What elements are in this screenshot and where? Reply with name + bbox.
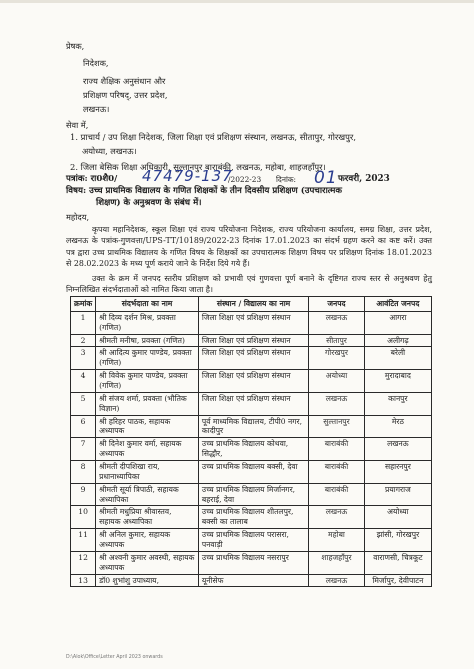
table-row xyxy=(71,529,432,552)
table-row xyxy=(71,506,432,529)
table-row xyxy=(71,574,432,587)
scan-edge xyxy=(0,0,474,3)
cell-allotted: वाराणसी, चित्रकूट xyxy=(364,551,431,574)
cell-institution: उच्च प्राथमिक विद्यालय बक्सी, देवा xyxy=(198,461,308,484)
table-row xyxy=(71,415,432,438)
cell-name: डॉ0 शुभांशु उपाध्याय, xyxy=(96,574,199,587)
cell-sno: 8 xyxy=(71,461,96,484)
cell-sno: 1 xyxy=(71,311,96,334)
cell-district: बाराबंकी xyxy=(309,483,365,506)
cell-name: श्री अश्वनी कुमार अवस्थी, सहायक अध्यापक xyxy=(96,551,199,574)
cell-sno: 2 xyxy=(71,334,96,347)
cell-sno: 6 xyxy=(71,415,96,438)
paragraph-2: उक्त के क्रम में जनपद स्तरीय प्रशिक्षण को प्रभावी एवं गुणवत्ता पूर्ण बनाने के दृष्टिगत राज्य स्तर से अनुश्रवण हेतु निम्नलिखित संदर्भदाताओं को नामित किया जाता है। xyxy=(66,274,432,295)
cell-sno: 12 xyxy=(71,551,96,574)
cell-district: बाराबंकी xyxy=(309,461,365,484)
cell-sno: 3 xyxy=(71,347,96,370)
cell-sno: 11 xyxy=(71,529,96,552)
handwritten-number: 47479-137 xyxy=(142,167,233,185)
header-name: संदर्भदाता का नाम xyxy=(96,297,199,312)
cell-allotted: मुरादाबाद xyxy=(364,370,431,393)
cell-name: श्री दिनेश कुमार वर्मा, सहायक अध्यापक xyxy=(96,438,199,461)
subject-line-2: शिक्षण) के अनुश्रवण के संबंध में। xyxy=(96,198,202,208)
cell-name: श्रीमती सूर्या त्रिपाठी, सहायक अध्यापिका xyxy=(96,483,199,506)
year-part: /2022-23 xyxy=(228,175,262,184)
table-row xyxy=(71,370,432,393)
cell-district: सुल्तानपुर xyxy=(309,415,365,438)
cell-institution: जिला शिक्षा एवं प्रशिक्षण संस्थान xyxy=(198,347,308,370)
cell-allotted: सहारनपुर xyxy=(364,461,431,484)
paragraph-1: कृपया महानिदेशक, स्कूल शिक्षा एवं राज्य परियोजना निदेशक, राज्य परियोजना कार्यालय, समग्र शिक्षा, उत्तर प्रदेश, लखनऊ के पत्रांक-गुणवत्ता/UPS-TT/10189/2022-23 दिनांक 17.01.2023 का संदर्भ ग्रहण करने का कष्ट करें। उक्त पत्र द्वारा उच्च प्राथमिक विद्यालय के गणित विषय के शिक्षकों का उपचारात्मक शिक्षण विषय पर प्रशिक्षण दिनांक 18.01.2023 से 28.02.2023 के मध्य पूर्ण कराये जाने के निर्देश दिये गये हैं। xyxy=(66,225,432,269)
cell-allotted: झांसी, गोरखपुर xyxy=(364,529,431,552)
cell-district: लखनऊ xyxy=(309,392,365,415)
resource-person-table xyxy=(70,296,432,587)
cell-allotted: बरेली xyxy=(364,347,431,370)
table-row xyxy=(71,311,432,334)
sender-line-2: प्रशिक्षण परिषद्, उत्तर प्रदेश, xyxy=(83,90,168,100)
cell-district: महोबा xyxy=(309,529,365,552)
cell-district: गोरखपुर xyxy=(309,347,365,370)
cell-sno: 9 xyxy=(71,483,96,506)
cell-institution: उच्च प्राथमिक विद्यालय शीतलपुर, बक्सी का तालाब xyxy=(198,506,308,529)
cell-name: श्रीमती दीपशिखा राय, प्रधानाध्यापिका xyxy=(96,461,199,484)
cell-institution: उच्च प्राथमिक विद्यालय मिर्जानगर, बहराई, देवा xyxy=(198,483,308,506)
cell-allotted: लखनऊ xyxy=(364,438,431,461)
table-row xyxy=(71,392,432,415)
cell-allotted: कानपुर xyxy=(364,392,431,415)
sender-line-1: राज्य शैक्षिक अनुसंधान और xyxy=(83,76,166,86)
cell-name: श्रीमती मनीषा, प्रवक्ता (गणित) xyxy=(96,334,199,347)
recipient-item-1-cont: अयोध्या, लखनऊ। xyxy=(82,146,137,156)
cell-allotted: प्रयागराज xyxy=(364,483,431,506)
table-row xyxy=(71,347,432,370)
subject-line-1: विषय: उच्च प्राथमिक विद्यालय के गणित शिक्षकों के तीन दिवसीय प्रशिक्षण (उपचारात्मक xyxy=(66,186,342,196)
header-institution: संस्थान / विद्यालय का नाम xyxy=(198,297,308,312)
recipient-item-2: 2. जिला बेसिक शिक्षा अधिकारी, सुल्तानपुर बाराबंकी, लखनऊ, महोबा, शाहजहाँपुर। xyxy=(70,162,326,172)
cell-district: अयोध्या xyxy=(309,370,365,393)
cell-name: श्री संजय शर्मा, प्रवक्ता (भौतिक विज्ञान) xyxy=(96,392,199,415)
cell-allotted: अयोध्या xyxy=(364,506,431,529)
cell-institution: उच्च प्राथमिक विद्यालय परासरा, पनवाड़ी xyxy=(198,529,308,552)
table-row xyxy=(71,334,432,347)
sender-city: लखनऊ। xyxy=(83,104,110,114)
cell-institution: जिला शिक्षा एवं प्रशिक्षण संस्थान xyxy=(198,334,308,347)
table-row xyxy=(71,483,432,506)
cell-district: सीतापुर xyxy=(309,334,365,347)
cell-allotted: अलीगढ़ xyxy=(364,334,431,347)
header-allotted-district: आवंटित जनपद xyxy=(364,297,431,312)
cell-name: श्री हरिहर पाठक, सहायक अध्यापक xyxy=(96,415,199,438)
cell-allotted: आगरा xyxy=(364,311,431,334)
cell-name: श्री दिव्य दर्शन मिश्र, प्रवक्ता (गणित) xyxy=(96,311,199,334)
cell-institution: उच्च प्राथमिक विद्यालय कोथवा, सिद्धौर, xyxy=(198,438,308,461)
cell-institution: जिला शिक्षा एवं प्रशिक्षण संस्थान xyxy=(198,370,308,393)
handwritten-day: 01 xyxy=(314,168,338,188)
salutation: महोदय, xyxy=(66,212,90,222)
date-rest: फरवरी, 2023 xyxy=(338,174,390,184)
preshak-label: प्रेषक, xyxy=(66,41,85,51)
cell-district: लखनऊ xyxy=(309,506,365,529)
header-sno: क्रमांक xyxy=(71,297,96,312)
patrank-label: पत्रांक: रा0शै0/ xyxy=(66,174,118,184)
cell-allotted: मिर्जापुर, देवीपाटन xyxy=(364,574,431,587)
cell-sno: 5 xyxy=(71,392,96,415)
header-district: जनपद xyxy=(309,297,365,312)
cell-sno: 7 xyxy=(71,438,96,461)
file-path-note: D:\Alok\Office\Letter April 2023 onwards xyxy=(66,655,163,660)
table-row xyxy=(71,461,432,484)
table-header-row xyxy=(71,297,432,312)
table-row xyxy=(71,438,432,461)
recipient-item-1: 1. प्राचार्य / उप शिक्षा निदेशक, जिला शिक्षा एवं प्रशिक्षण संस्थान, लखनऊ, सीतापुर, गोरखपुर, xyxy=(70,132,357,142)
seva-me-label: सेवा में, xyxy=(66,120,89,130)
cell-name: श्रीमती मधुप्रिया श्रीवास्तव, सहायक अध्यापिका xyxy=(96,506,199,529)
sender-title: निदेशक, xyxy=(83,58,109,68)
cell-sno: 13 xyxy=(71,574,96,587)
cell-district: लखनऊ xyxy=(309,574,365,587)
cell-district: बाराबंकी xyxy=(309,438,365,461)
cell-institution: उच्च प्राथमिक विद्यालय नसरापुर xyxy=(198,551,308,574)
cell-name: श्री आदित्य कुमार पाण्डेय, प्रवक्ता (गणित) xyxy=(96,347,199,370)
cell-district: लखनऊ xyxy=(309,311,365,334)
cell-sno: 4 xyxy=(71,370,96,393)
cell-institution: यूनीसेफ xyxy=(198,574,308,587)
cell-district: शाहजहाँपुर xyxy=(309,551,365,574)
cell-sno: 10 xyxy=(71,506,96,529)
cell-allotted: मेरठ xyxy=(364,415,431,438)
cell-institution: पूर्व माध्यमिक विद्यालय, टीपी0 नगर, कादीपुर xyxy=(198,415,308,438)
cell-name: श्री अनिल कुमार, सहायक अध्यापक xyxy=(96,529,199,552)
cell-institution: जिला शिक्षा एवं प्रशिक्षण संस्थान xyxy=(198,392,308,415)
dinank-label: दिनांक: xyxy=(276,175,297,184)
cell-institution: जिला शिक्षा एवं प्रशिक्षण संस्थान xyxy=(198,311,308,334)
cell-name: श्री विवेक कुमार पाण्डेय, प्रवक्ता (गणित) xyxy=(96,370,199,393)
table-row xyxy=(71,551,432,574)
